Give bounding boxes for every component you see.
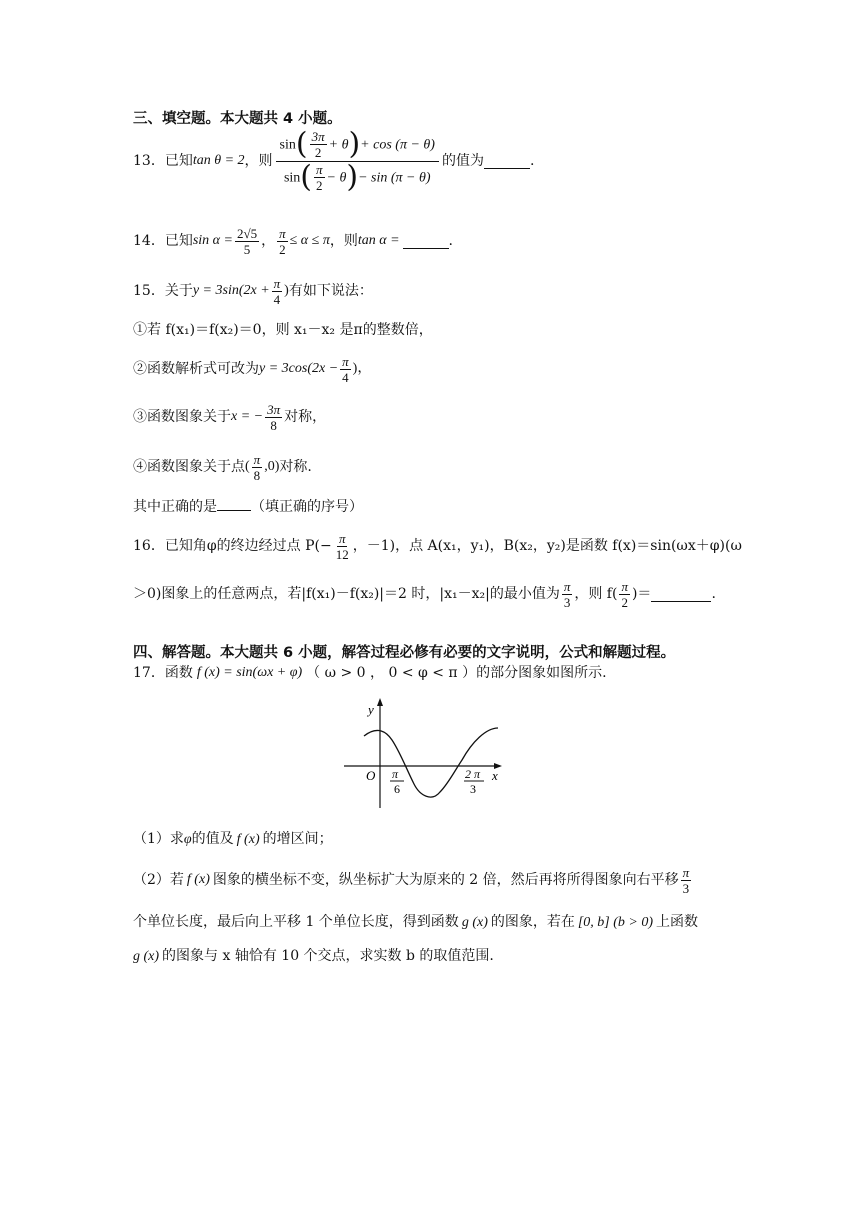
- question-13: 13． 已知 tan θ = 2 ，则 sin( $\frac{3\pi}{2}$ + θ)+ cos (π − θ) sin( $\frac{\pi}{2}$ − θ)− sin (π − θ) 的值为 .: [133, 126, 535, 194]
- q15-statement-2: ②函数解析式可改为 y = 3cos(2x − $\frac{\pi}{4}$ )，: [133, 353, 372, 385]
- q16-number: 16．: [133, 538, 165, 554]
- tick-1-numerator: π: [392, 767, 399, 781]
- x-axis-label: x: [492, 768, 498, 783]
- q13-denominator: sin( $\frac{\pi}{2}$ − θ)− sin (π − θ): [283, 159, 431, 194]
- section-4-heading: 四、解答题。本大题共 6 小题，解答过程必修有必要的文字说明，公式和解题过程。: [133, 645, 676, 661]
- q14-sin-fraction: $\frac{2√5}{5}$: [236, 225, 258, 257]
- q15-tail: 其中正确的是 （填正确的序号）: [133, 496, 363, 517]
- q13-condition: tan θ = 2: [192, 153, 245, 168]
- q17-number: 17．: [133, 665, 165, 681]
- q15-statement-3: ③函数图象关于 x = − $\frac{3\pi}{8}$ 对称，: [133, 401, 327, 433]
- tick-2-denominator: 3: [470, 782, 476, 796]
- q15-number: 15．: [133, 283, 165, 299]
- question-14: 14． 已知 sin α = $\frac{2√5}{5}$ ， $\frac{\pi}{2}$ ≤ α ≤ π ，则 tan α = .: [133, 225, 453, 257]
- q14-number: 14．: [133, 233, 165, 249]
- q17-function-graph: [340, 694, 510, 812]
- q14-range-fraction: $\frac{\pi}{2}$: [279, 225, 286, 257]
- tick-1-denominator: 6: [394, 782, 400, 796]
- q17-part-2-line-2: 个单位长度，最后向上平移 1 个单位长度，得到函数 g (x) 的图象，若在 [0, b] (b > 0) 上函数: [133, 914, 699, 930]
- y-axis-arrow: [377, 698, 383, 706]
- q15-fraction: $\frac{\pi}{4}$: [273, 275, 281, 307]
- q17-part-2-line-3: g (x) 的图象与 x 轴恰有 10 个交点，求实数 b 的取值范围.: [133, 948, 494, 964]
- y-axis-label: y: [368, 702, 374, 717]
- q15-answer-blank[interactable]: [217, 496, 251, 511]
- q13-numerator: sin( $\frac{3\pi}{2}$ + θ)+ cos (π − θ): [276, 129, 439, 162]
- q13-number: 13．: [133, 153, 165, 169]
- q15-statement-1: ①若 f(x₁)＝f(x₂)＝0，则 x₁－x₂ 是π的整数倍，: [133, 322, 433, 338]
- question-17-line-1: 17． 函数 f (x) = sin(ωx + φ) （ ω > 0 ， 0 < φ < π ）的部分图象如图所示.: [133, 665, 607, 681]
- tick-2-numerator: 2 π: [465, 767, 481, 781]
- q14-answer-blank[interactable]: [403, 234, 449, 249]
- origin-label: O: [366, 768, 376, 783]
- q13-prefix: 已知: [164, 153, 193, 169]
- q13-suffix: 的值为: [441, 153, 484, 169]
- q17-part-1: （1）求φ的值及 f (x) 的增区间；: [133, 831, 333, 847]
- question-16-line-2: ＞0)图象上的任意两点，若|f(x₁)－f(x₂)|＝2 时，|x₁－x₂|的最小值为 $\frac{\pi}{3}$ ，则 f( $\frac{\pi}{2}$ )＝ .: [133, 578, 716, 610]
- question-16-line-1: 16． 已知角φ的终边经过点 P(− $\frac{\pi}{12}$ ，－1)，点 A(x₁，y₁)，B(x₂，y₂)是函数 f(x)＝sin(ωx＋φ)(ω: [133, 530, 742, 562]
- sine-curve: [364, 728, 498, 797]
- q16-answer-blank[interactable]: [651, 587, 711, 602]
- question-15: 15． 关于 y = 3sin(2x + $\frac{\pi}{4}$ ) 有如下说法：: [133, 275, 373, 307]
- q13-sep: ，则: [244, 153, 273, 169]
- section-3-heading: 三、填空题。本大题共 4 小题。: [133, 111, 342, 127]
- q15-statement-4: ④函数图象关于点 ( $\frac{\pi}{8}$ ,0) 对称.: [133, 451, 312, 483]
- q13-answer-blank[interactable]: [484, 154, 530, 169]
- q17-part-2-line-1: （2）若 f (x) 图象的横坐标不变，纵坐标扩大为原来的 2 倍，然后再将所得图象向右平移 $\frac{\pi}{3}$: [133, 864, 690, 896]
- q13-big-fraction: [276, 126, 439, 194]
